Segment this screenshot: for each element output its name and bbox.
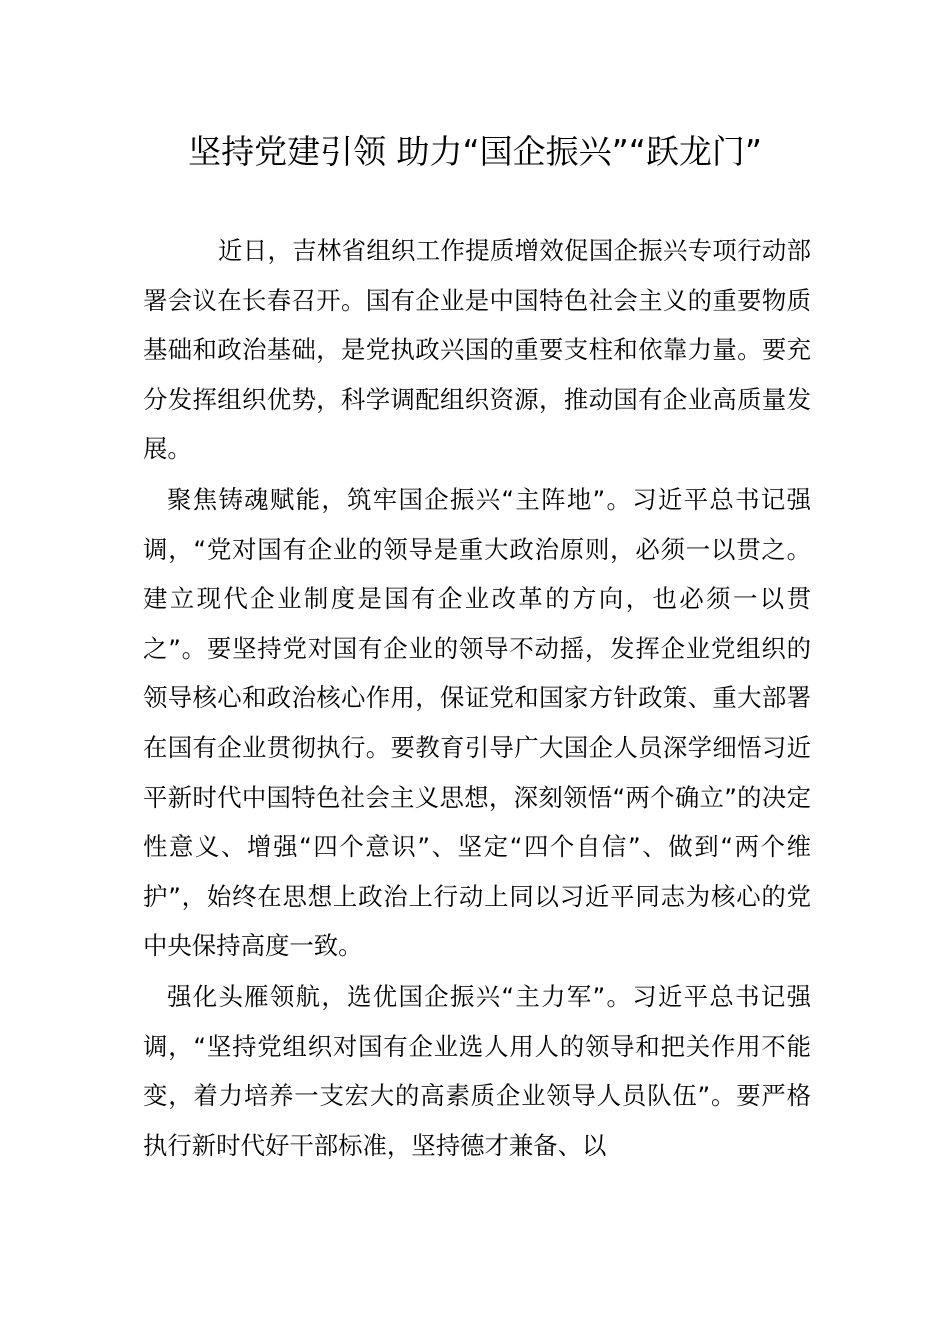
document-title: 坚持党建引领 助力“国企振兴”“跃龙门” <box>188 132 762 171</box>
paragraph-leading-geese: 强化头雁领航，选优国企振兴“主力军”。习近平总书记强调，“坚持党组织对国有企业选人用人的领导和把关作用不能变，着力培养一支宏大的高素质企业领导人员队伍”。要严格执行新时代好干部标准，坚持德才兼备、以 <box>143 981 811 1160</box>
paragraph-intro: 近日，吉林省组织工作提质增效促国企振兴专项行动部署会议在长春召开。国有企业是中国特色社会主义的重要物质基础和政治基础，是党执政兴国的重要支柱和依靠力量。要充分发挥组织优势，科学调配组织资源，推动国有企业高质量发展。 <box>143 236 811 464</box>
paragraph-focus-soul: 聚焦铸魂赋能，筑牢国企振兴“主阵地”。习近平总书记强调，“党对国有企业的领导是重大政治原则，必须一以贯之。建立现代企业制度是国有企业改革的方向，也必须一以贯之”。要坚持党对国有企业的领导不动摇，发挥企业党组织的领导核心和政治核心作用，保证党和国家方针政策、重大部署在国有企业贯彻执行。要教育引导广大国企人员深学细悟习近平新时代中国特色社会主义思想，深刻领悟“两个确立”的决定性意义、增强“四个意识”、坚定“四个自信”、做到“两个维护”，始终在思想上政治上行动上同以习近平同志为核心的党中央保持高度一致。 <box>143 484 811 961</box>
document-body <box>143 226 811 1170</box>
